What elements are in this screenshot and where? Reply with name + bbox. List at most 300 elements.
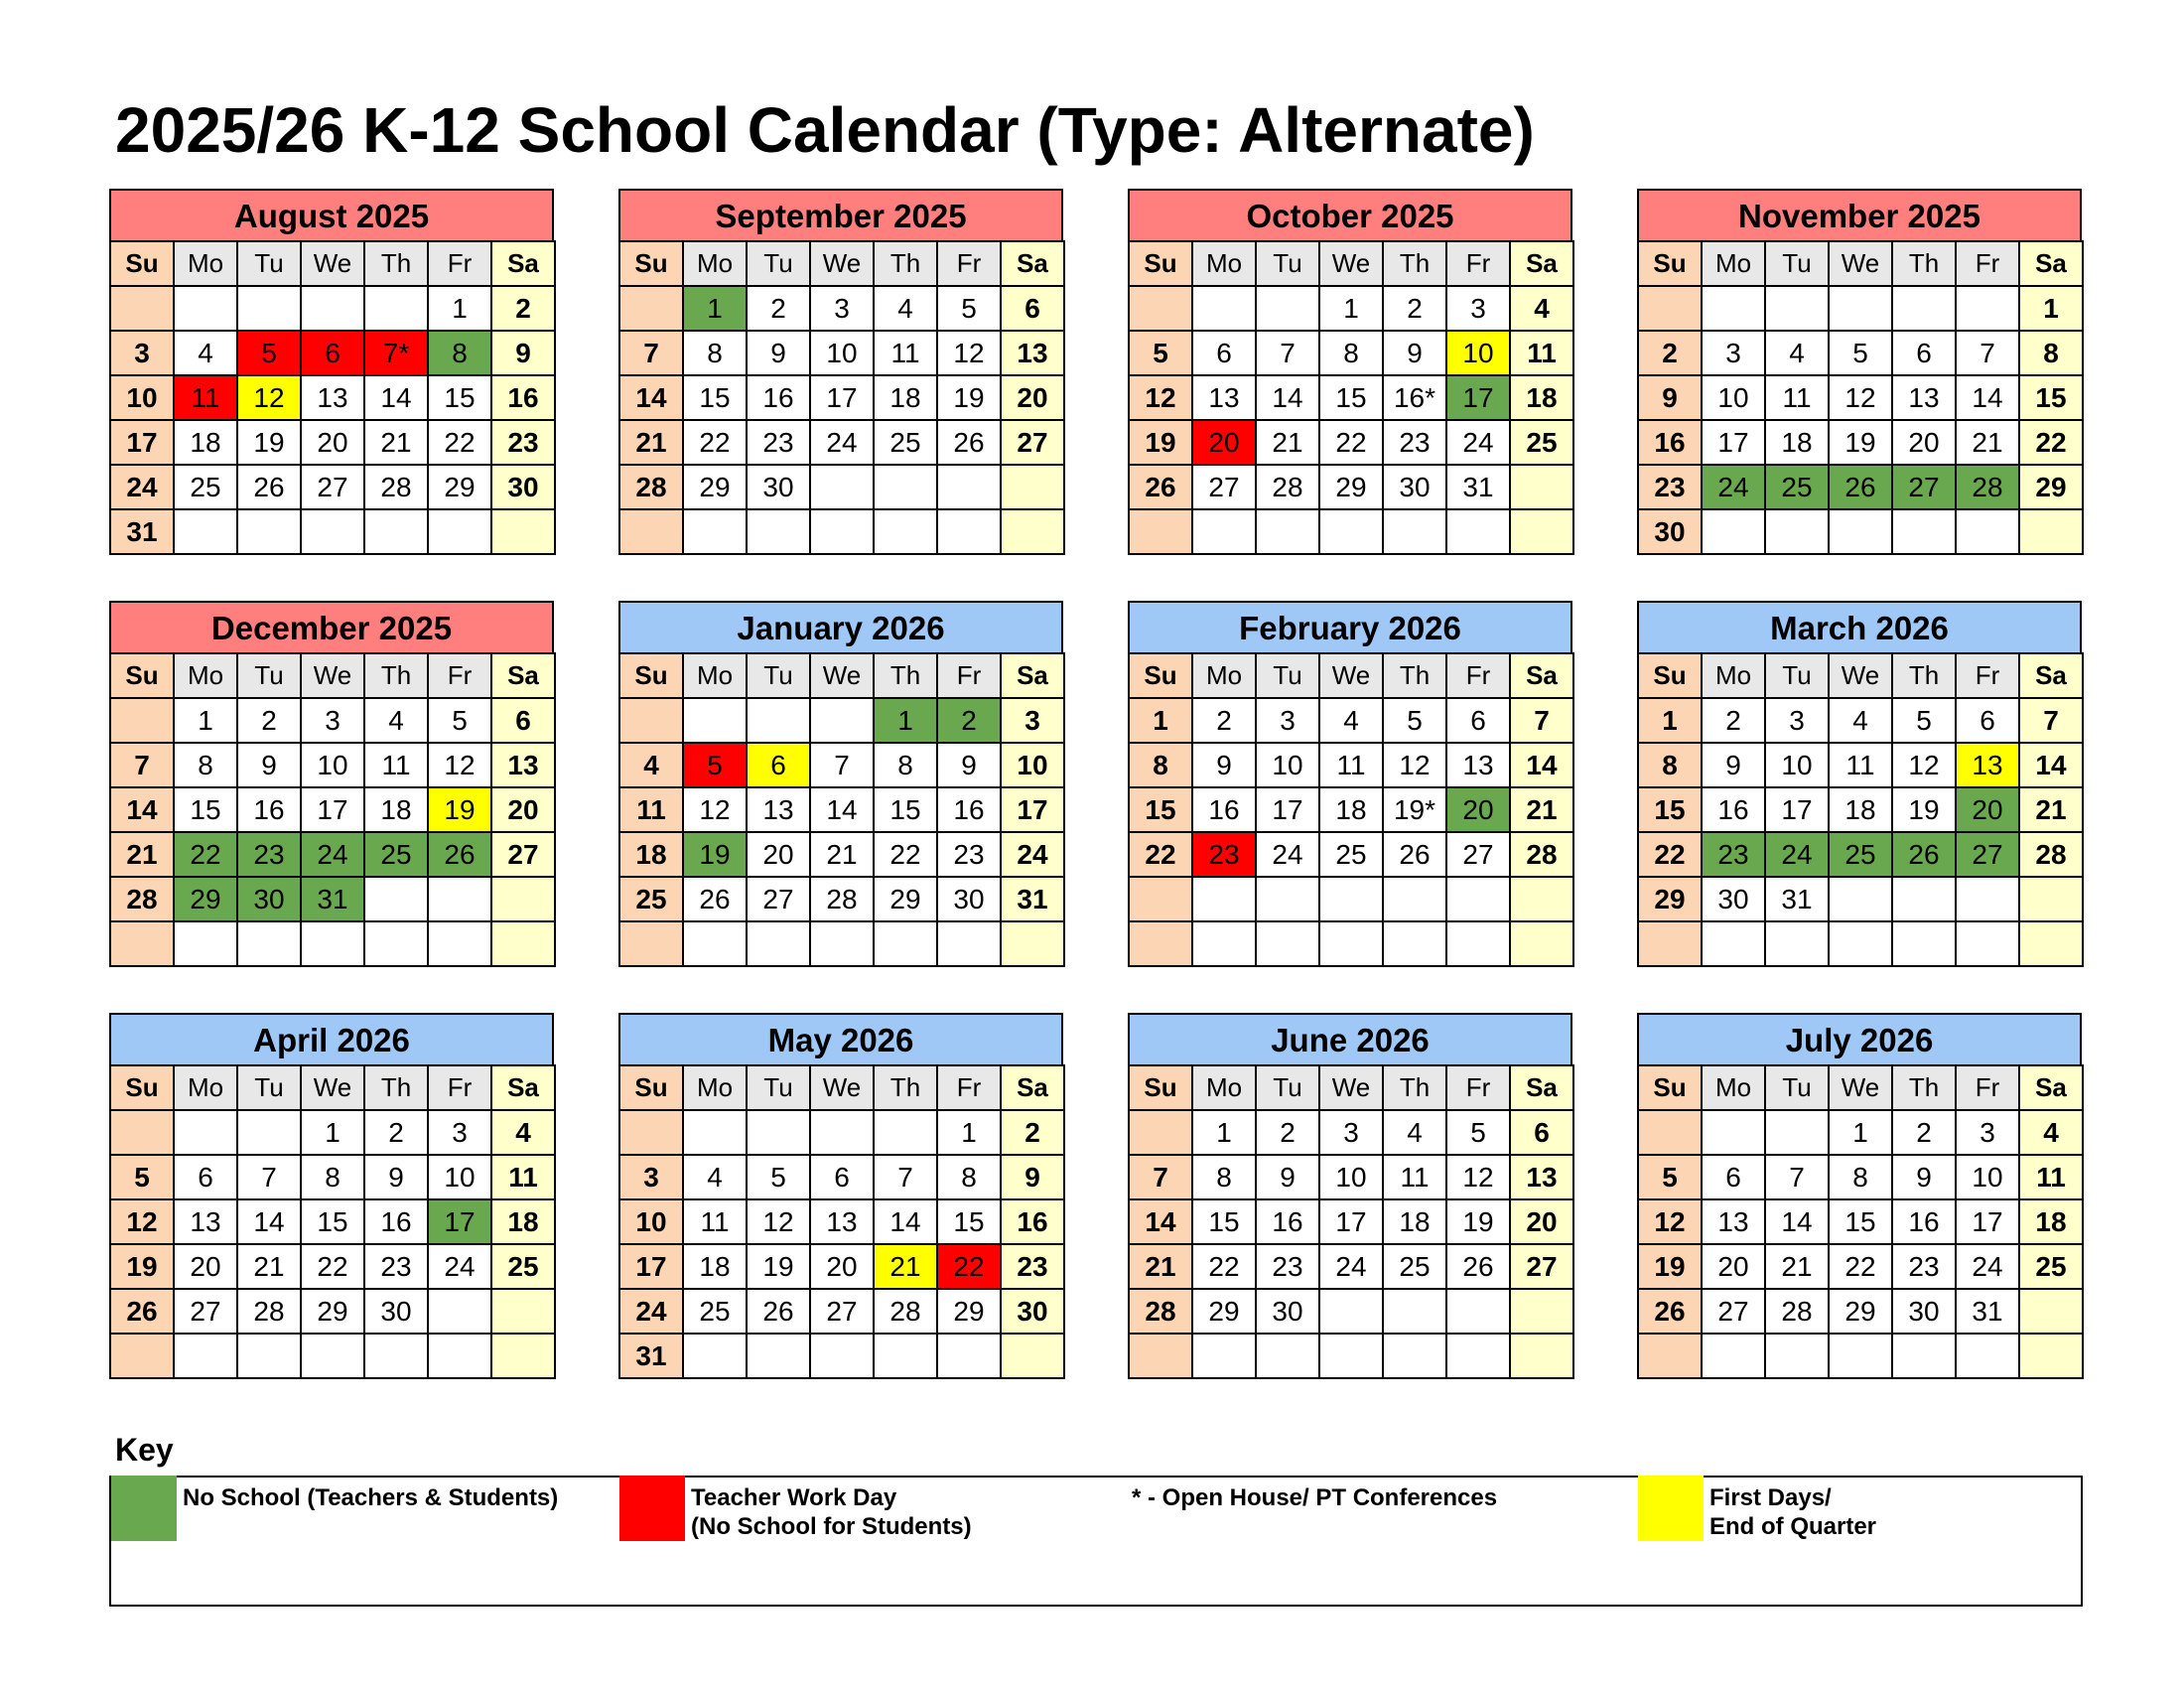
weekday-header: Su bbox=[619, 241, 683, 286]
day-cell: 18 bbox=[1829, 787, 1892, 832]
weekday-header: Mo bbox=[683, 1065, 747, 1110]
day-cell: 10 bbox=[1702, 375, 1765, 420]
day-cell: 29 bbox=[1829, 1289, 1892, 1334]
day-cell: 16 bbox=[237, 787, 301, 832]
weekday-header: Su bbox=[1129, 241, 1192, 286]
month-title: May 2026 bbox=[618, 1013, 1063, 1064]
day-cell: 4 bbox=[1510, 286, 1573, 331]
empty-cell bbox=[1510, 877, 1573, 921]
day-cell: 12 bbox=[110, 1199, 174, 1244]
day-cell: 16 bbox=[491, 375, 555, 420]
day-cell: 8 bbox=[1829, 1155, 1892, 1199]
empty-cell bbox=[1383, 921, 1446, 966]
day-cell: 30 bbox=[1892, 1289, 1956, 1334]
day-cell: 2 bbox=[491, 286, 555, 331]
day-cell: 8 bbox=[937, 1155, 1001, 1199]
empty-cell bbox=[1510, 465, 1573, 509]
day-cell: 25 bbox=[1829, 832, 1892, 877]
empty-cell bbox=[747, 1334, 810, 1378]
day-cell: 10 bbox=[619, 1199, 683, 1244]
day-cell: 18 bbox=[1319, 787, 1383, 832]
empty-cell bbox=[874, 509, 937, 554]
empty-cell bbox=[237, 921, 301, 966]
day-cell: 29 bbox=[1192, 1289, 1256, 1334]
day-cell: 5 bbox=[1638, 1155, 1702, 1199]
day-cell: 10 bbox=[1956, 1155, 2019, 1199]
empty-cell bbox=[937, 465, 1001, 509]
empty-cell bbox=[683, 1334, 747, 1378]
day-cell: 22 bbox=[1129, 832, 1192, 877]
empty-cell bbox=[1446, 509, 1510, 554]
day-cell: 3 bbox=[1702, 331, 1765, 375]
day-cell: 25 bbox=[619, 877, 683, 921]
day-cell: 20 bbox=[1001, 375, 1064, 420]
day-cell: 18 bbox=[174, 420, 237, 465]
empty-cell bbox=[2019, 509, 2083, 554]
day-cell: 8 bbox=[2019, 331, 2083, 375]
day-cell: 24 bbox=[1001, 832, 1064, 877]
day-cell: 14 bbox=[110, 787, 174, 832]
weekday-header: Fr bbox=[428, 1065, 491, 1110]
day-cell: 5 bbox=[428, 698, 491, 743]
weekday-header: Su bbox=[619, 1065, 683, 1110]
day-cell: 14 bbox=[619, 375, 683, 420]
empty-cell bbox=[237, 286, 301, 331]
day-cell: 15 bbox=[174, 787, 237, 832]
day-cell: 7 bbox=[237, 1155, 301, 1199]
empty-cell bbox=[364, 509, 428, 554]
day-cell: 11 bbox=[1510, 331, 1573, 375]
month-title: March 2026 bbox=[1637, 601, 2082, 652]
month-title: April 2026 bbox=[109, 1013, 554, 1064]
day-cell: 18 bbox=[874, 375, 937, 420]
empty-cell bbox=[301, 509, 364, 554]
day-cell: 1 bbox=[1319, 286, 1383, 331]
weekday-header: Mo bbox=[683, 241, 747, 286]
month-title: August 2025 bbox=[109, 189, 554, 240]
day-cell: 21 bbox=[1510, 787, 1573, 832]
day-cell: 1 bbox=[874, 698, 937, 743]
day-cell: 19* bbox=[1383, 787, 1446, 832]
day-cell: 29 bbox=[937, 1289, 1001, 1334]
weekday-header: Sa bbox=[1001, 1065, 1064, 1110]
day-cell: 20 bbox=[301, 420, 364, 465]
empty-cell bbox=[491, 1289, 555, 1334]
month-title: September 2025 bbox=[618, 189, 1063, 240]
empty-cell bbox=[174, 1110, 237, 1155]
empty-cell bbox=[747, 509, 810, 554]
day-cell: 23 bbox=[1892, 1244, 1956, 1289]
day-cell: 15 bbox=[428, 375, 491, 420]
empty-cell bbox=[810, 1334, 874, 1378]
month-november-2025 bbox=[1637, 189, 2082, 555]
day-cell: 16 bbox=[1192, 787, 1256, 832]
empty-cell bbox=[1129, 286, 1192, 331]
day-cell: 8 bbox=[1129, 743, 1192, 787]
weekday-header: Su bbox=[1638, 241, 1702, 286]
weekday-header: Fr bbox=[428, 241, 491, 286]
day-cell: 19 bbox=[683, 832, 747, 877]
day-cell: 31 bbox=[1446, 465, 1510, 509]
empty-cell bbox=[301, 286, 364, 331]
day-cell: 5 bbox=[1383, 698, 1446, 743]
weekday-header: We bbox=[301, 653, 364, 698]
day-cell: 12 bbox=[1638, 1199, 1702, 1244]
day-cell: 7* bbox=[364, 331, 428, 375]
day-cell: 14 bbox=[364, 375, 428, 420]
empty-cell bbox=[1702, 286, 1765, 331]
day-cell: 25 bbox=[1319, 832, 1383, 877]
day-cell: 19 bbox=[237, 420, 301, 465]
empty-cell bbox=[1510, 921, 1573, 966]
day-cell: 2 bbox=[1638, 331, 1702, 375]
day-cell: 4 bbox=[619, 743, 683, 787]
empty-cell bbox=[810, 1110, 874, 1155]
day-cell: 9 bbox=[1256, 1155, 1319, 1199]
day-cell: 17 bbox=[1956, 1199, 2019, 1244]
empty-cell bbox=[237, 509, 301, 554]
day-cell: 13 bbox=[810, 1199, 874, 1244]
day-cell: 15 bbox=[1319, 375, 1383, 420]
month-title: December 2025 bbox=[109, 601, 554, 652]
weekday-header: Sa bbox=[491, 241, 555, 286]
day-cell: 28 bbox=[1256, 465, 1319, 509]
day-cell: 26 bbox=[1638, 1289, 1702, 1334]
empty-cell bbox=[1638, 286, 1702, 331]
weekday-header: Sa bbox=[1510, 653, 1573, 698]
day-cell: 2 bbox=[1192, 698, 1256, 743]
empty-cell bbox=[1892, 921, 1956, 966]
empty-cell bbox=[1319, 1334, 1383, 1378]
day-cell: 18 bbox=[1765, 420, 1829, 465]
day-cell: 12 bbox=[937, 331, 1001, 375]
key-label-open-house: * - Open House/ PT Conferences bbox=[1132, 1484, 1498, 1511]
weekday-header: We bbox=[1319, 241, 1383, 286]
empty-cell bbox=[110, 286, 174, 331]
day-cell: 19 bbox=[1446, 1199, 1510, 1244]
day-cell: 21 bbox=[619, 420, 683, 465]
day-cell: 6 bbox=[1702, 1155, 1765, 1199]
day-cell: 24 bbox=[1956, 1244, 2019, 1289]
day-cell: 30 bbox=[1702, 877, 1765, 921]
day-cell: 28 bbox=[1129, 1289, 1192, 1334]
empty-cell bbox=[1129, 509, 1192, 554]
empty-cell bbox=[1446, 1334, 1510, 1378]
day-cell: 4 bbox=[1319, 698, 1383, 743]
weekday-header: We bbox=[1319, 653, 1383, 698]
day-cell: 25 bbox=[174, 465, 237, 509]
empty-cell bbox=[937, 509, 1001, 554]
day-cell: 8 bbox=[874, 743, 937, 787]
weekday-header: We bbox=[1829, 1065, 1892, 1110]
day-cell: 25 bbox=[491, 1244, 555, 1289]
day-cell: 24 bbox=[110, 465, 174, 509]
weekday-header: Sa bbox=[2019, 1065, 2083, 1110]
first-days-swatch bbox=[1638, 1476, 1704, 1541]
month-title: July 2026 bbox=[1637, 1013, 2082, 1064]
empty-cell bbox=[1956, 1334, 2019, 1378]
day-cell: 16 bbox=[1702, 787, 1765, 832]
weekday-header: Mo bbox=[174, 1065, 237, 1110]
day-cell: 14 bbox=[1765, 1199, 1829, 1244]
day-cell: 11 bbox=[1383, 1155, 1446, 1199]
day-cell: 27 bbox=[1956, 832, 2019, 877]
day-cell: 7 bbox=[2019, 698, 2083, 743]
day-cell: 4 bbox=[1383, 1110, 1446, 1155]
weekday-header: Tu bbox=[1765, 653, 1829, 698]
day-cell: 6 bbox=[1510, 1110, 1573, 1155]
day-cell: 24 bbox=[619, 1289, 683, 1334]
empty-cell bbox=[428, 877, 491, 921]
day-cell: 16 bbox=[364, 1199, 428, 1244]
weekday-header: Sa bbox=[2019, 241, 2083, 286]
day-cell: 17 bbox=[619, 1244, 683, 1289]
weekday-header: Mo bbox=[1192, 653, 1256, 698]
empty-cell bbox=[1383, 877, 1446, 921]
day-cell: 14 bbox=[237, 1199, 301, 1244]
empty-cell bbox=[1638, 1334, 1702, 1378]
day-cell: 9 bbox=[491, 331, 555, 375]
empty-cell bbox=[1829, 1334, 1892, 1378]
day-cell: 19 bbox=[1892, 787, 1956, 832]
day-cell: 26 bbox=[1892, 832, 1956, 877]
month-february-2026 bbox=[1128, 601, 1572, 967]
day-cell: 27 bbox=[1702, 1289, 1765, 1334]
day-cell: 20 bbox=[1510, 1199, 1573, 1244]
day-cell: 5 bbox=[1446, 1110, 1510, 1155]
day-cell: 10 bbox=[1001, 743, 1064, 787]
day-cell: 28 bbox=[874, 1289, 937, 1334]
weekday-header: Sa bbox=[491, 653, 555, 698]
day-cell: 19 bbox=[1638, 1244, 1702, 1289]
weekday-header: Mo bbox=[1192, 241, 1256, 286]
empty-cell bbox=[874, 1110, 937, 1155]
day-cell: 27 bbox=[174, 1289, 237, 1334]
empty-cell bbox=[874, 921, 937, 966]
empty-cell bbox=[364, 877, 428, 921]
day-cell: 27 bbox=[491, 832, 555, 877]
day-cell: 17 bbox=[1256, 787, 1319, 832]
weekday-header: Th bbox=[1383, 653, 1446, 698]
empty-cell bbox=[2019, 921, 2083, 966]
day-cell: 17 bbox=[1319, 1199, 1383, 1244]
weekday-header: Th bbox=[1383, 1065, 1446, 1110]
day-cell: 29 bbox=[428, 465, 491, 509]
empty-cell bbox=[1702, 921, 1765, 966]
weekday-header: Th bbox=[874, 1065, 937, 1110]
empty-cell bbox=[1702, 509, 1765, 554]
weekday-header: We bbox=[810, 1065, 874, 1110]
weekday-header: Su bbox=[1129, 653, 1192, 698]
day-cell: 23 bbox=[237, 832, 301, 877]
empty-cell bbox=[364, 921, 428, 966]
day-cell: 24 bbox=[1702, 465, 1765, 509]
day-cell: 16 bbox=[1638, 420, 1702, 465]
key-item-first-days bbox=[1638, 1477, 1876, 1541]
weekday-header: Fr bbox=[937, 1065, 1001, 1110]
day-cell: 15 bbox=[683, 375, 747, 420]
day-cell: 27 bbox=[1510, 1244, 1573, 1289]
weekday-header: Su bbox=[619, 653, 683, 698]
day-cell: 5 bbox=[1829, 331, 1892, 375]
weekday-header: Sa bbox=[1510, 241, 1573, 286]
empty-cell bbox=[1319, 921, 1383, 966]
day-cell: 10 bbox=[1256, 743, 1319, 787]
empty-cell bbox=[491, 877, 555, 921]
weekday-header: Su bbox=[110, 653, 174, 698]
day-cell: 12 bbox=[1129, 375, 1192, 420]
day-cell: 24 bbox=[1446, 420, 1510, 465]
day-cell: 24 bbox=[1319, 1244, 1383, 1289]
day-cell: 5 bbox=[1129, 331, 1192, 375]
empty-cell bbox=[1383, 509, 1446, 554]
day-cell: 22 bbox=[683, 420, 747, 465]
day-cell: 11 bbox=[491, 1155, 555, 1199]
day-cell: 12 bbox=[1446, 1155, 1510, 1199]
day-cell: 2 bbox=[1256, 1110, 1319, 1155]
empty-cell bbox=[364, 286, 428, 331]
day-cell: 27 bbox=[1001, 420, 1064, 465]
day-cell: 8 bbox=[1319, 331, 1383, 375]
day-cell: 5 bbox=[683, 743, 747, 787]
day-cell: 13 bbox=[1892, 375, 1956, 420]
day-cell: 6 bbox=[1192, 331, 1256, 375]
empty-cell bbox=[683, 921, 747, 966]
day-cell: 30 bbox=[747, 465, 810, 509]
day-cell: 3 bbox=[810, 286, 874, 331]
day-cell: 4 bbox=[1765, 331, 1829, 375]
day-cell: 26 bbox=[683, 877, 747, 921]
key-label-first-days: First Days/ End of Quarter bbox=[1709, 1484, 1877, 1540]
day-cell: 22 bbox=[1638, 832, 1702, 877]
day-cell: 1 bbox=[1129, 698, 1192, 743]
day-cell: 23 bbox=[1001, 1244, 1064, 1289]
day-cell: 23 bbox=[747, 420, 810, 465]
day-cell: 23 bbox=[1638, 465, 1702, 509]
empty-cell bbox=[1702, 1334, 1765, 1378]
empty-cell bbox=[301, 1334, 364, 1378]
empty-cell bbox=[428, 1334, 491, 1378]
day-cell: 14 bbox=[810, 787, 874, 832]
weekday-header: Th bbox=[364, 653, 428, 698]
empty-cell bbox=[874, 465, 937, 509]
day-cell: 21 bbox=[874, 1244, 937, 1289]
day-cell: 2 bbox=[937, 698, 1001, 743]
empty-cell bbox=[174, 921, 237, 966]
empty-cell bbox=[1765, 921, 1829, 966]
day-cell: 14 bbox=[1129, 1199, 1192, 1244]
empty-cell bbox=[237, 1334, 301, 1378]
day-cell: 10 bbox=[1446, 331, 1510, 375]
weekday-header: Sa bbox=[2019, 653, 2083, 698]
weekday-header: Sa bbox=[1510, 1065, 1573, 1110]
day-cell: 10 bbox=[1765, 743, 1829, 787]
weekday-header: Su bbox=[1638, 1065, 1702, 1110]
day-cell: 28 bbox=[110, 877, 174, 921]
day-cell: 29 bbox=[874, 877, 937, 921]
day-cell: 26 bbox=[1383, 832, 1446, 877]
day-cell: 30 bbox=[237, 877, 301, 921]
day-cell: 3 bbox=[1256, 698, 1319, 743]
day-cell: 22 bbox=[1319, 420, 1383, 465]
day-cell: 22 bbox=[937, 1244, 1001, 1289]
day-cell: 1 bbox=[683, 286, 747, 331]
day-cell: 9 bbox=[1892, 1155, 1956, 1199]
empty-cell bbox=[1319, 877, 1383, 921]
day-cell: 3 bbox=[619, 1155, 683, 1199]
day-cell: 6 bbox=[174, 1155, 237, 1199]
day-cell: 23 bbox=[1192, 832, 1256, 877]
key-title: Key bbox=[115, 1432, 174, 1468]
weekday-header: Tu bbox=[747, 241, 810, 286]
day-cell: 27 bbox=[301, 465, 364, 509]
empty-cell bbox=[1001, 465, 1064, 509]
day-cell: 7 bbox=[1765, 1155, 1829, 1199]
day-cell: 31 bbox=[1956, 1289, 2019, 1334]
empty-cell bbox=[810, 921, 874, 966]
day-cell: 31 bbox=[1001, 877, 1064, 921]
day-cell: 15 bbox=[1192, 1199, 1256, 1244]
empty-cell bbox=[1192, 509, 1256, 554]
day-cell: 10 bbox=[110, 375, 174, 420]
empty-cell bbox=[619, 286, 683, 331]
empty-cell bbox=[2019, 1289, 2083, 1334]
empty-cell bbox=[364, 1334, 428, 1378]
day-cell: 26 bbox=[428, 832, 491, 877]
weekday-header: Th bbox=[1892, 1065, 1956, 1110]
day-cell: 14 bbox=[1510, 743, 1573, 787]
empty-cell bbox=[937, 921, 1001, 966]
day-cell: 30 bbox=[491, 465, 555, 509]
weekday-header: Th bbox=[1892, 241, 1956, 286]
day-cell: 30 bbox=[937, 877, 1001, 921]
day-cell: 2 bbox=[237, 698, 301, 743]
weekday-header: We bbox=[810, 653, 874, 698]
weekday-header: Fr bbox=[937, 241, 1001, 286]
day-cell: 14 bbox=[874, 1199, 937, 1244]
weekday-header: We bbox=[301, 1065, 364, 1110]
day-cell: 6 bbox=[1892, 331, 1956, 375]
day-cell: 20 bbox=[174, 1244, 237, 1289]
day-cell: 22 bbox=[874, 832, 937, 877]
day-cell: 17 bbox=[810, 375, 874, 420]
month-may-2026 bbox=[618, 1013, 1063, 1379]
day-cell: 3 bbox=[110, 331, 174, 375]
empty-cell bbox=[110, 1110, 174, 1155]
day-cell: 11 bbox=[1765, 375, 1829, 420]
empty-cell bbox=[1383, 1289, 1446, 1334]
empty-cell bbox=[2019, 1334, 2083, 1378]
day-cell: 21 bbox=[110, 832, 174, 877]
day-cell: 26 bbox=[1446, 1244, 1510, 1289]
teacher-work-day-swatch bbox=[619, 1476, 685, 1541]
key-label-teacher-work-day: Teacher Work Day (No School for Students) bbox=[691, 1484, 972, 1540]
weekday-header: We bbox=[301, 241, 364, 286]
day-cell: 23 bbox=[364, 1244, 428, 1289]
day-cell: 7 bbox=[1956, 331, 2019, 375]
empty-cell bbox=[874, 1334, 937, 1378]
day-cell: 24 bbox=[301, 832, 364, 877]
day-cell: 7 bbox=[1510, 698, 1573, 743]
empty-cell bbox=[1192, 921, 1256, 966]
empty-cell bbox=[1956, 877, 2019, 921]
day-cell: 5 bbox=[237, 331, 301, 375]
day-cell: 21 bbox=[364, 420, 428, 465]
day-cell: 28 bbox=[619, 465, 683, 509]
day-cell: 18 bbox=[1510, 375, 1573, 420]
day-cell: 17 bbox=[1765, 787, 1829, 832]
day-cell: 20 bbox=[491, 787, 555, 832]
